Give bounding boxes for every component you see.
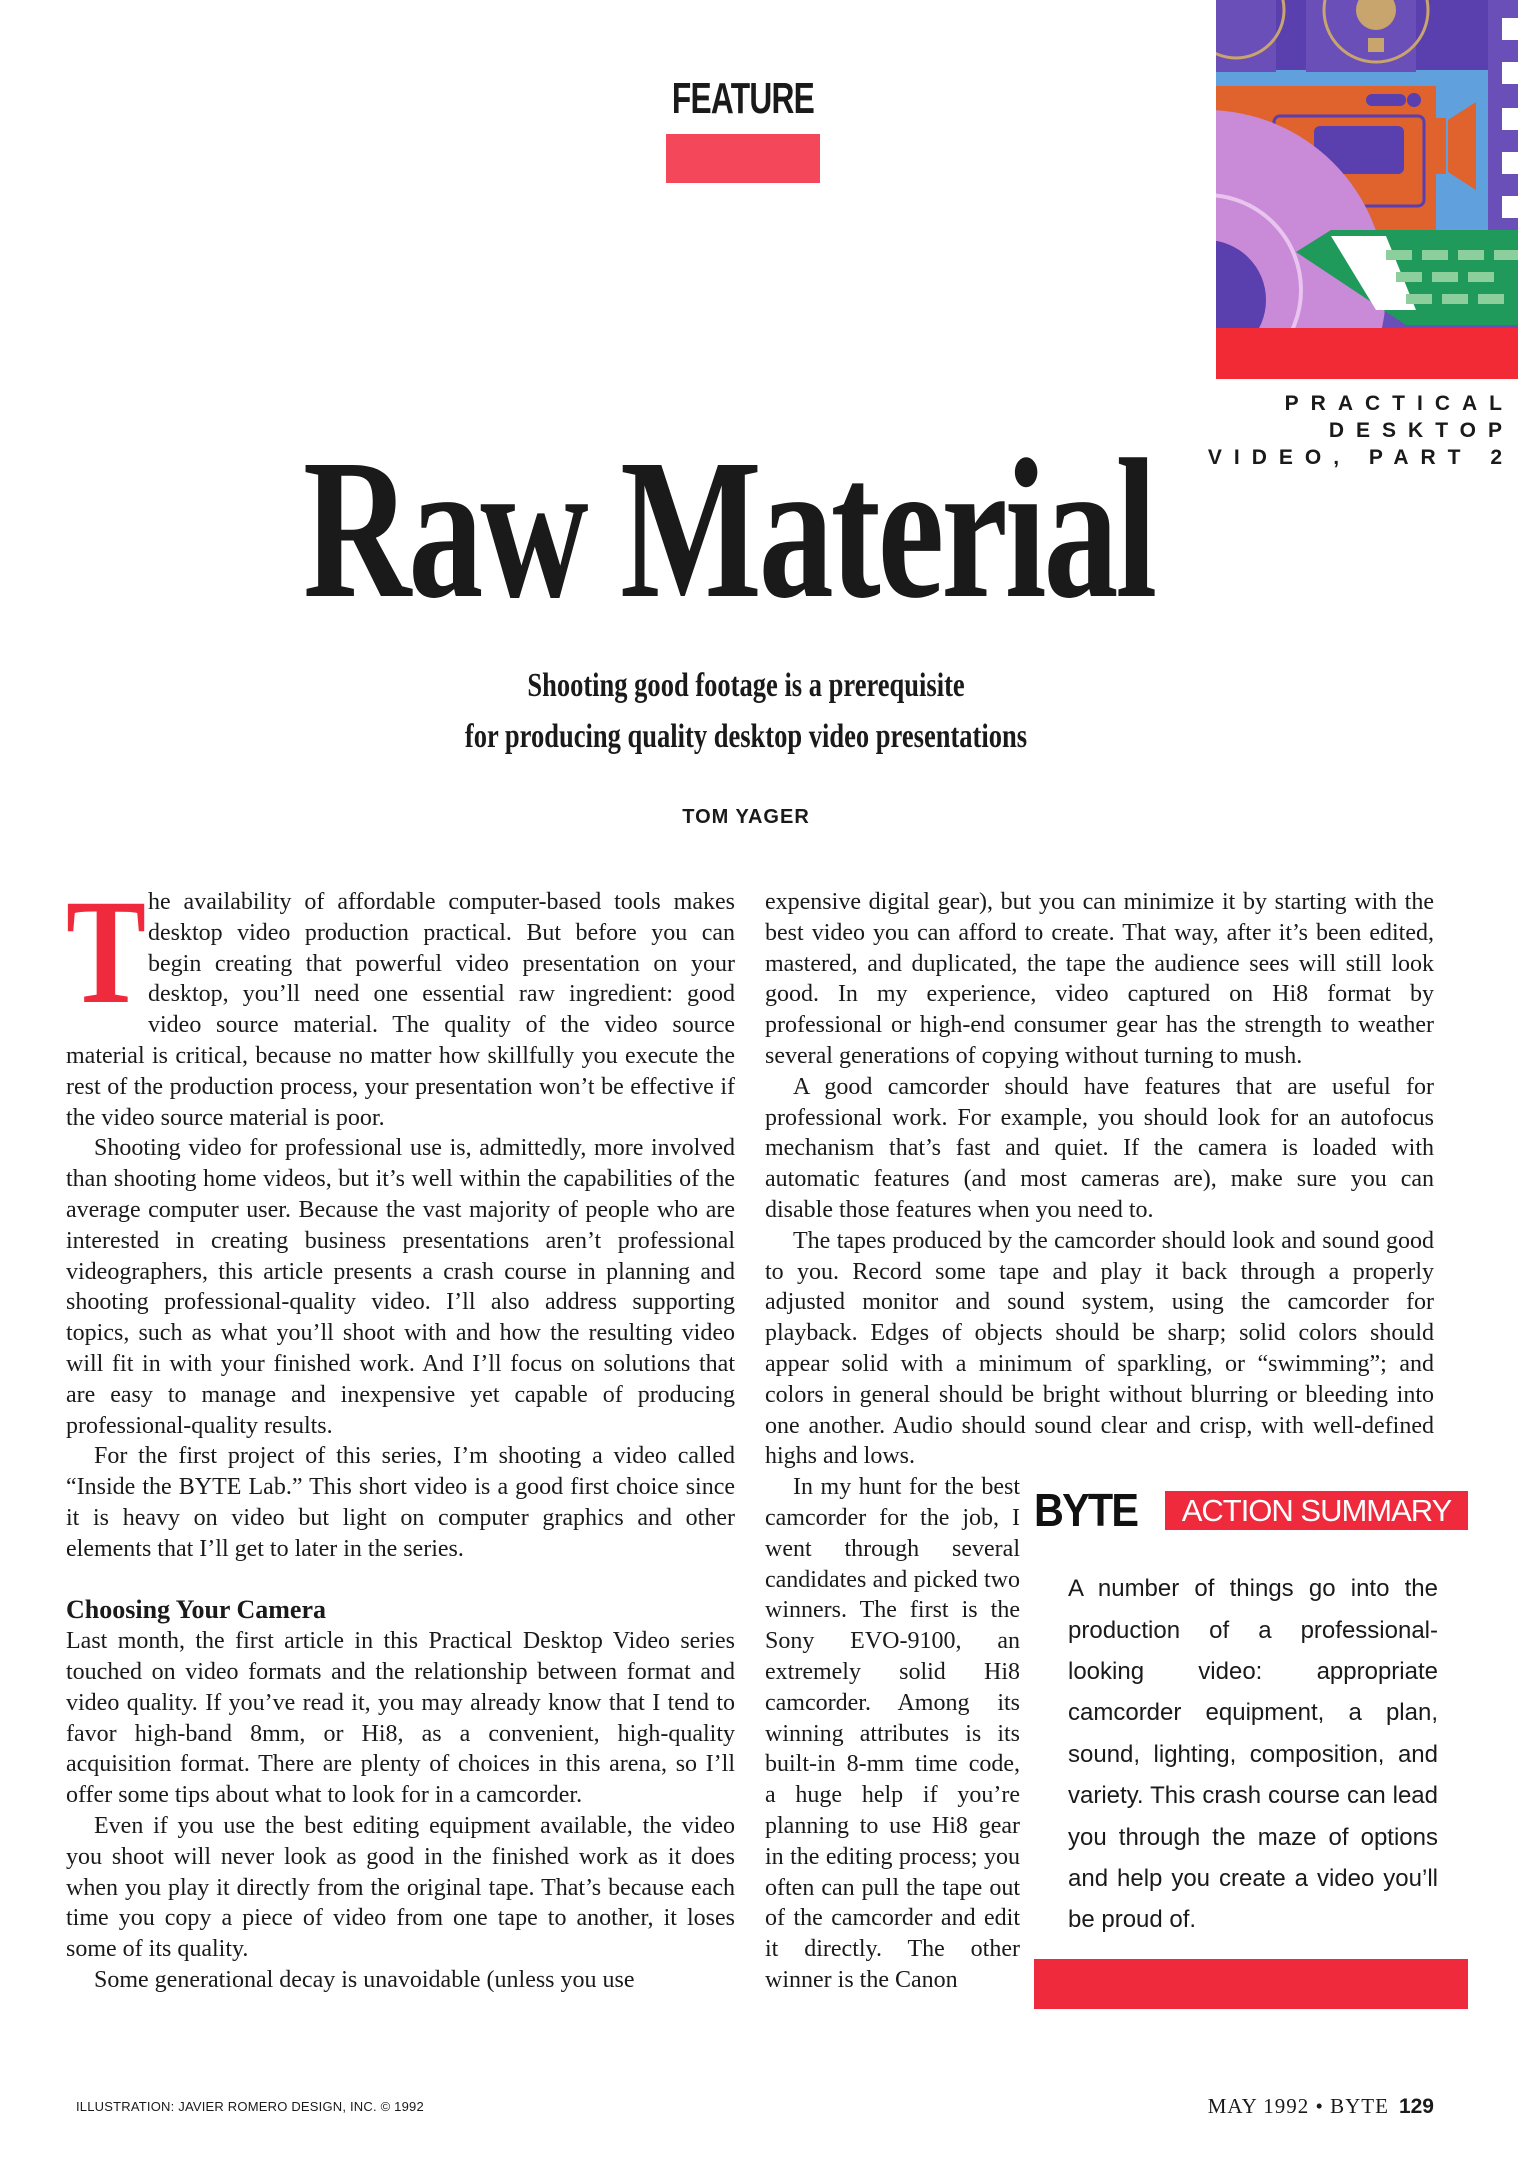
paragraph: expensive digital gear), but you can minimize it by starting with the best video you can afford to create. That way, after it’s been edited, mastered, and duplicated, the tape the audience sees will still look good. In my experience, video captured on Hi8 format by professional or high-end consumer gear has the strength to weather several generations of copying without turning to mush. xyxy=(765,889,1434,1069)
article-title: Raw Material xyxy=(303,419,1155,640)
series-line: PRACTICAL xyxy=(1284,392,1514,415)
paragraph: A good camcorder should have features that are useful for professional work. For example, you should look for an autofocus mechanism that’s fast and quiet. If the camera is loaded with automatic features (and most cameras are), make sure you can disable those features when you need to. xyxy=(765,1073,1434,1223)
page-folio xyxy=(1208,2094,1434,2119)
section-heading: Choosing Your Camera xyxy=(66,1595,327,1625)
author-byline: TOM YAGER xyxy=(682,806,810,828)
series-line: VIDEO, PART 2 xyxy=(1207,446,1514,469)
section-color-bar xyxy=(666,134,820,183)
paragraph: Even if you use the best editing equipment available, the video you shoot will never look as good in the finished work as it does when you play it directly from the original tape. That’s because each time you copy a piece of video from one tape to another, it loses some of its quality. xyxy=(66,1812,735,1963)
paragraph: Last month, the first article in this Practical Desktop Video series touched on video formats and the relationship between format and video quality. If you’ve read it, you may already know that I tend to favor high-band 8mm, or Hi8, as a convenient, high-quality acquisition format. There are plenty of choices in this arena, so I’ll offer some tips about what to look for in a camcorder. xyxy=(66,1628,735,1809)
article-subtitle xyxy=(300,660,1192,762)
action-summary-label: ACTION SUMMARY xyxy=(1165,1491,1468,1530)
drop-cap: T xyxy=(66,869,147,1035)
subtitle-line: Shooting good footage is a prerequisite xyxy=(527,667,965,704)
paragraph: Shooting video for professional use is, admittedly, more involved than shooting home videos, but it’s well within the capabilities of the average computer user. Because the vast majority of people who are interested in creating business presentations aren’t professional videographers, this article presents a crash course in planning and shooting professional-quality video. I’ll also address supporting topics, such as what you’ll shoot with and how the resulting video will fit in with your finished work. And I’ll focus on solutions that are easy to manage and inexpensive yet capable of producing professional-quality results. xyxy=(66,1135,735,1439)
paragraph: For the first project of this series, I’m shooting a video called “Inside the BYTE Lab.” This short video is a good first choice since it is heavy on video but light on computer graphics and other elements that I’ll get to later in the series. xyxy=(66,1443,735,1562)
section-label: FEATURE xyxy=(671,74,815,123)
byte-logo: BYTE xyxy=(1034,1484,1138,1537)
paragraph: Some generational decay is unavoidable (unless you use xyxy=(94,1966,635,1993)
illustration-credit: ILLUSTRATION: JAVIER ROMERO DESIGN, INC. © 1992 xyxy=(76,2099,424,2114)
subtitle-line: for producing quality desktop video presentations xyxy=(464,718,1028,755)
page-number: 129 xyxy=(1398,2095,1434,2118)
action-summary-text: A number of things go into the production of a professional-looking video: appropriate camcorder equipment, a plan, sound, lighting, composition, and variety. This crash course can lead you through the maze of options and help you create a video you’ll be proud of. xyxy=(1068,1575,1438,1934)
paragraph: In my hunt for the best camcorder for the job, I went through several candidates and picked two winners. The first is the Sony EVO-9100, an extremely solid Hi8 camcorder. Among its winning attributes is its built-in 8-mm time code, a huge help if you’re planning to use Hi8 gear in the editing process; you often can pull the tape out of the camcorder and edit it directly. The other winner is the Canon xyxy=(765,1474,1020,1993)
body-column-2 xyxy=(765,887,1452,2009)
paragraph: The tapes produced by the camcorder should look and sound good to you. Record some tape and play it back through a properly adjusted monitor and sound system, using the camcorder for playback. Edges of objects should be sharp; solid colors should appear solid with a minimum of sparkling, or “swimming”; and colors in general should be bright without blurring or bleeding into one another. Audio should sound clear and crisp, with well-defined highs and lows. xyxy=(765,1227,1434,1470)
body-column-1 xyxy=(66,869,735,1996)
video-illustration xyxy=(1216,0,1518,379)
action-summary-bar xyxy=(1034,1959,1468,2009)
paragraph: The availability of affordable computer-based tools makes desktop video production practical. But before you can begin creating that powerful video presentation on your desktop, you’ll need one essential raw ingredient: good video source material. The quality of the video source material is critical, because no matter how skillfully you execute the rest of the production process, your presentation won’t be effective if the video source material is poor. xyxy=(66,869,735,1131)
issue-label: MAY 1992 • BYTE xyxy=(1207,2094,1389,2118)
action-summary-box xyxy=(1034,1484,1468,2009)
series-line: DESKTOP xyxy=(1328,419,1514,442)
series-label xyxy=(1208,390,1514,471)
